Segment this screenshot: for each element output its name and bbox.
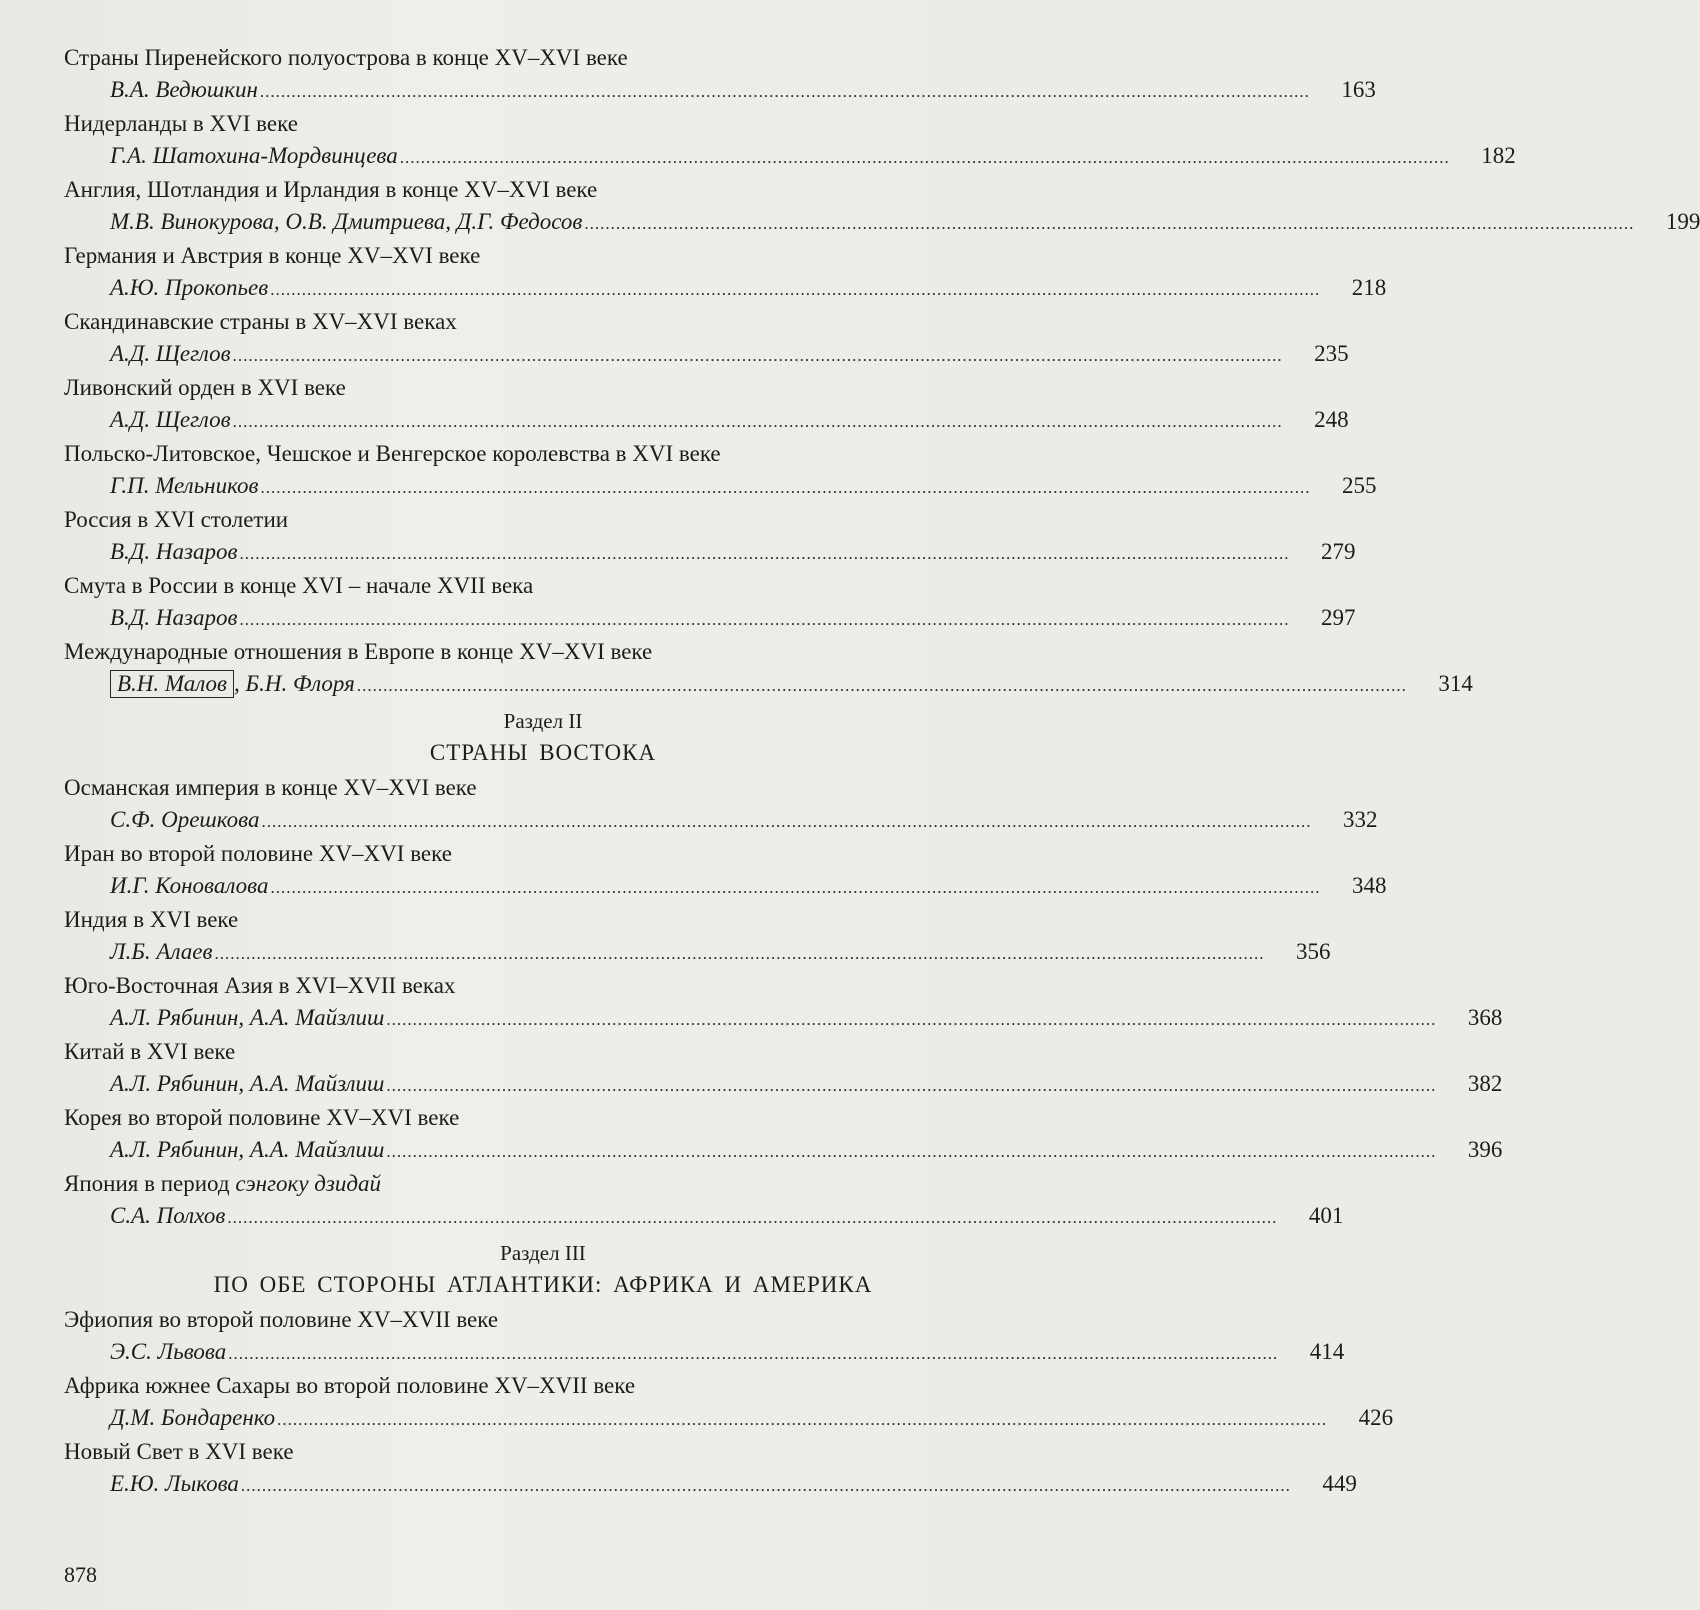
section-number: Раздел II <box>503 709 583 733</box>
entry-title-italic: сэнгоку дзидай <box>235 1171 382 1196</box>
deceased-author-box: В.Н. Малов <box>110 670 234 698</box>
entry-title: Россия в XVI столетии <box>64 507 289 532</box>
entry-author-line <box>64 804 1378 836</box>
dot-leader: ........................................................................................................................................................................................................ <box>399 148 1450 167</box>
entry-author-line <box>64 470 1377 502</box>
entry-authors: А.Ю. Прокопьев <box>110 275 269 300</box>
entry-authors: Г.П. Мельников <box>110 473 259 498</box>
entry-page-number: 332 <box>1342 807 1378 832</box>
entry-page-number: 163 <box>1341 77 1376 102</box>
toc-entry <box>64 636 1473 700</box>
toc-entry <box>64 1436 1357 1500</box>
entry-authors: В.Д. Назаров <box>110 539 238 564</box>
entry-authors: Г.А. Шатохина-Мордвинцева <box>110 143 398 168</box>
entry-author-line <box>64 1402 1394 1434</box>
dot-leader: ........................................................................................................................................................................................................ <box>260 478 1311 497</box>
entry-authors: С.А. Полхов <box>110 1203 226 1228</box>
toc-entry <box>64 1304 1345 1368</box>
entry-title: Иран во второй половине XV–XVI веке <box>64 841 452 866</box>
entry-title: Англия, Шотландия и Ирландия в конце XV–XVI веке <box>64 177 598 202</box>
entry-title: Нидерланды в XVI веке <box>64 111 298 136</box>
toc-entry <box>64 570 1356 634</box>
dot-leader: ........................................................................................................................................................................................................ <box>270 280 1321 299</box>
entry-title: Польско-Литовское, Чешское и Венгерское королевства в XVI веке <box>64 441 721 466</box>
entry-authors: А.Д. Щеглов <box>110 407 231 432</box>
entry-authors: Д.М. Бондаренко <box>110 1405 276 1430</box>
dot-leader: ........................................................................................................................................................................................................ <box>270 878 1321 897</box>
toc-entry <box>64 372 1349 436</box>
entry-page-number: 218 <box>1351 275 1387 300</box>
entry-page-number: 449 <box>1322 1471 1357 1496</box>
dot-leader: ........................................................................................................................................................................................................ <box>214 944 1265 963</box>
entry-title: Китай в XVI веке <box>64 1039 236 1064</box>
toc-entry <box>64 1370 1394 1434</box>
entry-authors: С.Ф. Орешкова <box>110 807 260 832</box>
entry-authors-rest: , Б.Н. Флоря <box>234 671 355 696</box>
entry-title: Новый Свет в XVI веке <box>64 1439 294 1464</box>
toc-entry <box>64 174 1700 238</box>
entry-author-line <box>64 140 1516 172</box>
entry-title: Османская империя в конце XV–XVI веке <box>64 775 477 800</box>
entry-authors: А.Л. Рябинин, А.А. Майзлиш <box>110 1071 385 1096</box>
entry-author-line <box>64 936 1331 968</box>
entry-authors: В.Д. Назаров <box>110 605 238 630</box>
entry-title: Германия и Австрия в конце XV–XVI веке <box>64 243 481 268</box>
toc-entry <box>64 1102 1503 1166</box>
entry-page-number: 396 <box>1467 1137 1503 1162</box>
dot-leader: ........................................................................................................................................................................................................ <box>232 412 1283 431</box>
entry-authors: А.Л. Рябинин, А.А. Майзлиш <box>110 1005 385 1030</box>
entry-author-line <box>64 272 1387 304</box>
entry-authors: Л.Б. Алаев <box>110 939 213 964</box>
entry-page-number: 182 <box>1481 143 1516 168</box>
entry-author-line <box>64 338 1349 370</box>
entry-title: Эфиопия во второй половине XV–XVII веке <box>64 1307 499 1332</box>
toc-entry <box>64 1168 1344 1232</box>
entry-authors <box>110 668 355 700</box>
entry-page-number: 279 <box>1321 539 1356 564</box>
section-heading <box>64 706 1022 772</box>
section-name: ПО ОБЕ СТОРОНЫ АТЛАНТИКИ: АФРИКА И АМЕРИКА <box>213 1272 873 1297</box>
entry-authors: И.Г. Коновалова <box>110 873 269 898</box>
dot-leader: ........................................................................................................................................................................................................ <box>584 214 1635 233</box>
entry-page-number: 255 <box>1341 473 1377 498</box>
entry-page-number: 297 <box>1321 605 1356 630</box>
dot-leader: ........................................................................................................................................................................................................ <box>386 1010 1437 1029</box>
entry-page-number: 199 <box>1665 209 1700 234</box>
toc-entry <box>64 108 1516 172</box>
toc-entry <box>64 838 1387 902</box>
entry-author-line <box>64 1068 1503 1100</box>
page-number: 878 <box>64 1562 97 1587</box>
toc-entry <box>64 42 1376 106</box>
entry-page-number: 368 <box>1467 1005 1503 1030</box>
entry-author-line <box>64 206 1700 238</box>
dot-leader: ........................................................................................................................................................................................................ <box>228 1344 1279 1363</box>
entry-author-line <box>64 870 1387 902</box>
dot-leader: ........................................................................................................................................................................................................ <box>239 610 1290 629</box>
entry-page-number: 382 <box>1467 1071 1503 1096</box>
entry-authors: Е.Ю. Лыкова <box>110 1471 239 1496</box>
entry-authors: М.В. Винокурова, О.В. Дмитриева, Д.Г. Федосов <box>110 209 583 234</box>
entry-title: Корея во второй половине XV–XVI веке <box>64 1105 460 1130</box>
entry-author-line <box>64 74 1376 106</box>
entry-title: Смута в России в конце XVI – начале XVII века <box>64 573 534 598</box>
toc-entry <box>64 504 1356 568</box>
toc-entry <box>64 438 1377 502</box>
section-number: Раздел III <box>500 1241 586 1265</box>
entry-title: Скандинавские страны в XV–XVI веках <box>64 309 457 334</box>
entry-author-line <box>64 404 1349 436</box>
section-name: СТРАНЫ ВОСТОКА <box>429 740 657 765</box>
entry-page-number: 235 <box>1314 341 1349 366</box>
entry-page-number: 401 <box>1308 1203 1344 1228</box>
entry-page-number: 356 <box>1295 939 1331 964</box>
entry-title: Страны Пиренейского полуострова в конце XV–XVI веке <box>64 45 628 70</box>
entry-title: Африка южнее Сахары во второй половине XV–XVII веке <box>64 1373 636 1398</box>
toc-entry <box>64 240 1387 304</box>
entry-title-plain: Япония в период <box>64 1171 236 1196</box>
dot-leader: ........................................................................................................................................................................................................ <box>239 544 1290 563</box>
section-heading <box>64 1238 1022 1304</box>
entry-author-line <box>64 1002 1503 1034</box>
entry-title: Юго-Восточная Азия в XVI–XVII веках <box>64 973 456 998</box>
entry-title: Международные отношения в Европе в конце XV–XVI веке <box>64 639 653 664</box>
entry-title: Индия в XVI веке <box>64 907 239 932</box>
entry-authors: Э.С. Львова <box>110 1339 227 1364</box>
toc-entry <box>64 772 1378 836</box>
entry-title: Ливонский орден в XVI веке <box>64 375 346 400</box>
entry-author-line <box>64 1200 1344 1232</box>
entry-author-line <box>64 1336 1345 1368</box>
dot-leader: ........................................................................................................................................................................................................ <box>386 1076 1437 1095</box>
dot-leader: ........................................................................................................................................................................................................ <box>259 82 1310 101</box>
table-of-contents <box>64 42 1700 1500</box>
dot-leader: ........................................................................................................................................................................................................ <box>240 1476 1291 1495</box>
toc-entry <box>64 1036 1503 1100</box>
entry-page-number: 426 <box>1358 1405 1394 1430</box>
entry-author-line <box>64 668 1473 700</box>
entry-authors: А.Л. Рябинин, А.А. Майзлиш <box>110 1137 385 1162</box>
dot-leader: ........................................................................................................................................................................................................ <box>261 812 1312 831</box>
entry-page-number: 414 <box>1309 1339 1345 1364</box>
entry-page-number: 314 <box>1438 671 1473 696</box>
entry-page-number: 348 <box>1351 873 1387 898</box>
dot-leader: ........................................................................................................................................................................................................ <box>232 346 1283 365</box>
dot-leader: ........................................................................................................................................................................................................ <box>356 676 1407 695</box>
toc-entry <box>64 970 1503 1034</box>
dot-leader: ........................................................................................................................................................................................................ <box>277 1410 1328 1429</box>
toc-entry <box>64 306 1349 370</box>
entry-author-line <box>64 536 1356 568</box>
entry-title <box>64 1168 1022 1200</box>
dot-leader: ........................................................................................................................................................................................................ <box>386 1142 1437 1161</box>
entry-author-line <box>64 1134 1503 1166</box>
entry-page-number: 248 <box>1314 407 1349 432</box>
dot-leader: ........................................................................................................................................................................................................ <box>227 1208 1278 1227</box>
toc-entry <box>64 904 1331 968</box>
entry-author-line <box>64 602 1356 634</box>
entry-authors: А.Д. Щеглов <box>110 341 231 366</box>
entry-author-line <box>64 1468 1357 1500</box>
entry-authors: В.А. Ведюшкин <box>110 77 258 102</box>
